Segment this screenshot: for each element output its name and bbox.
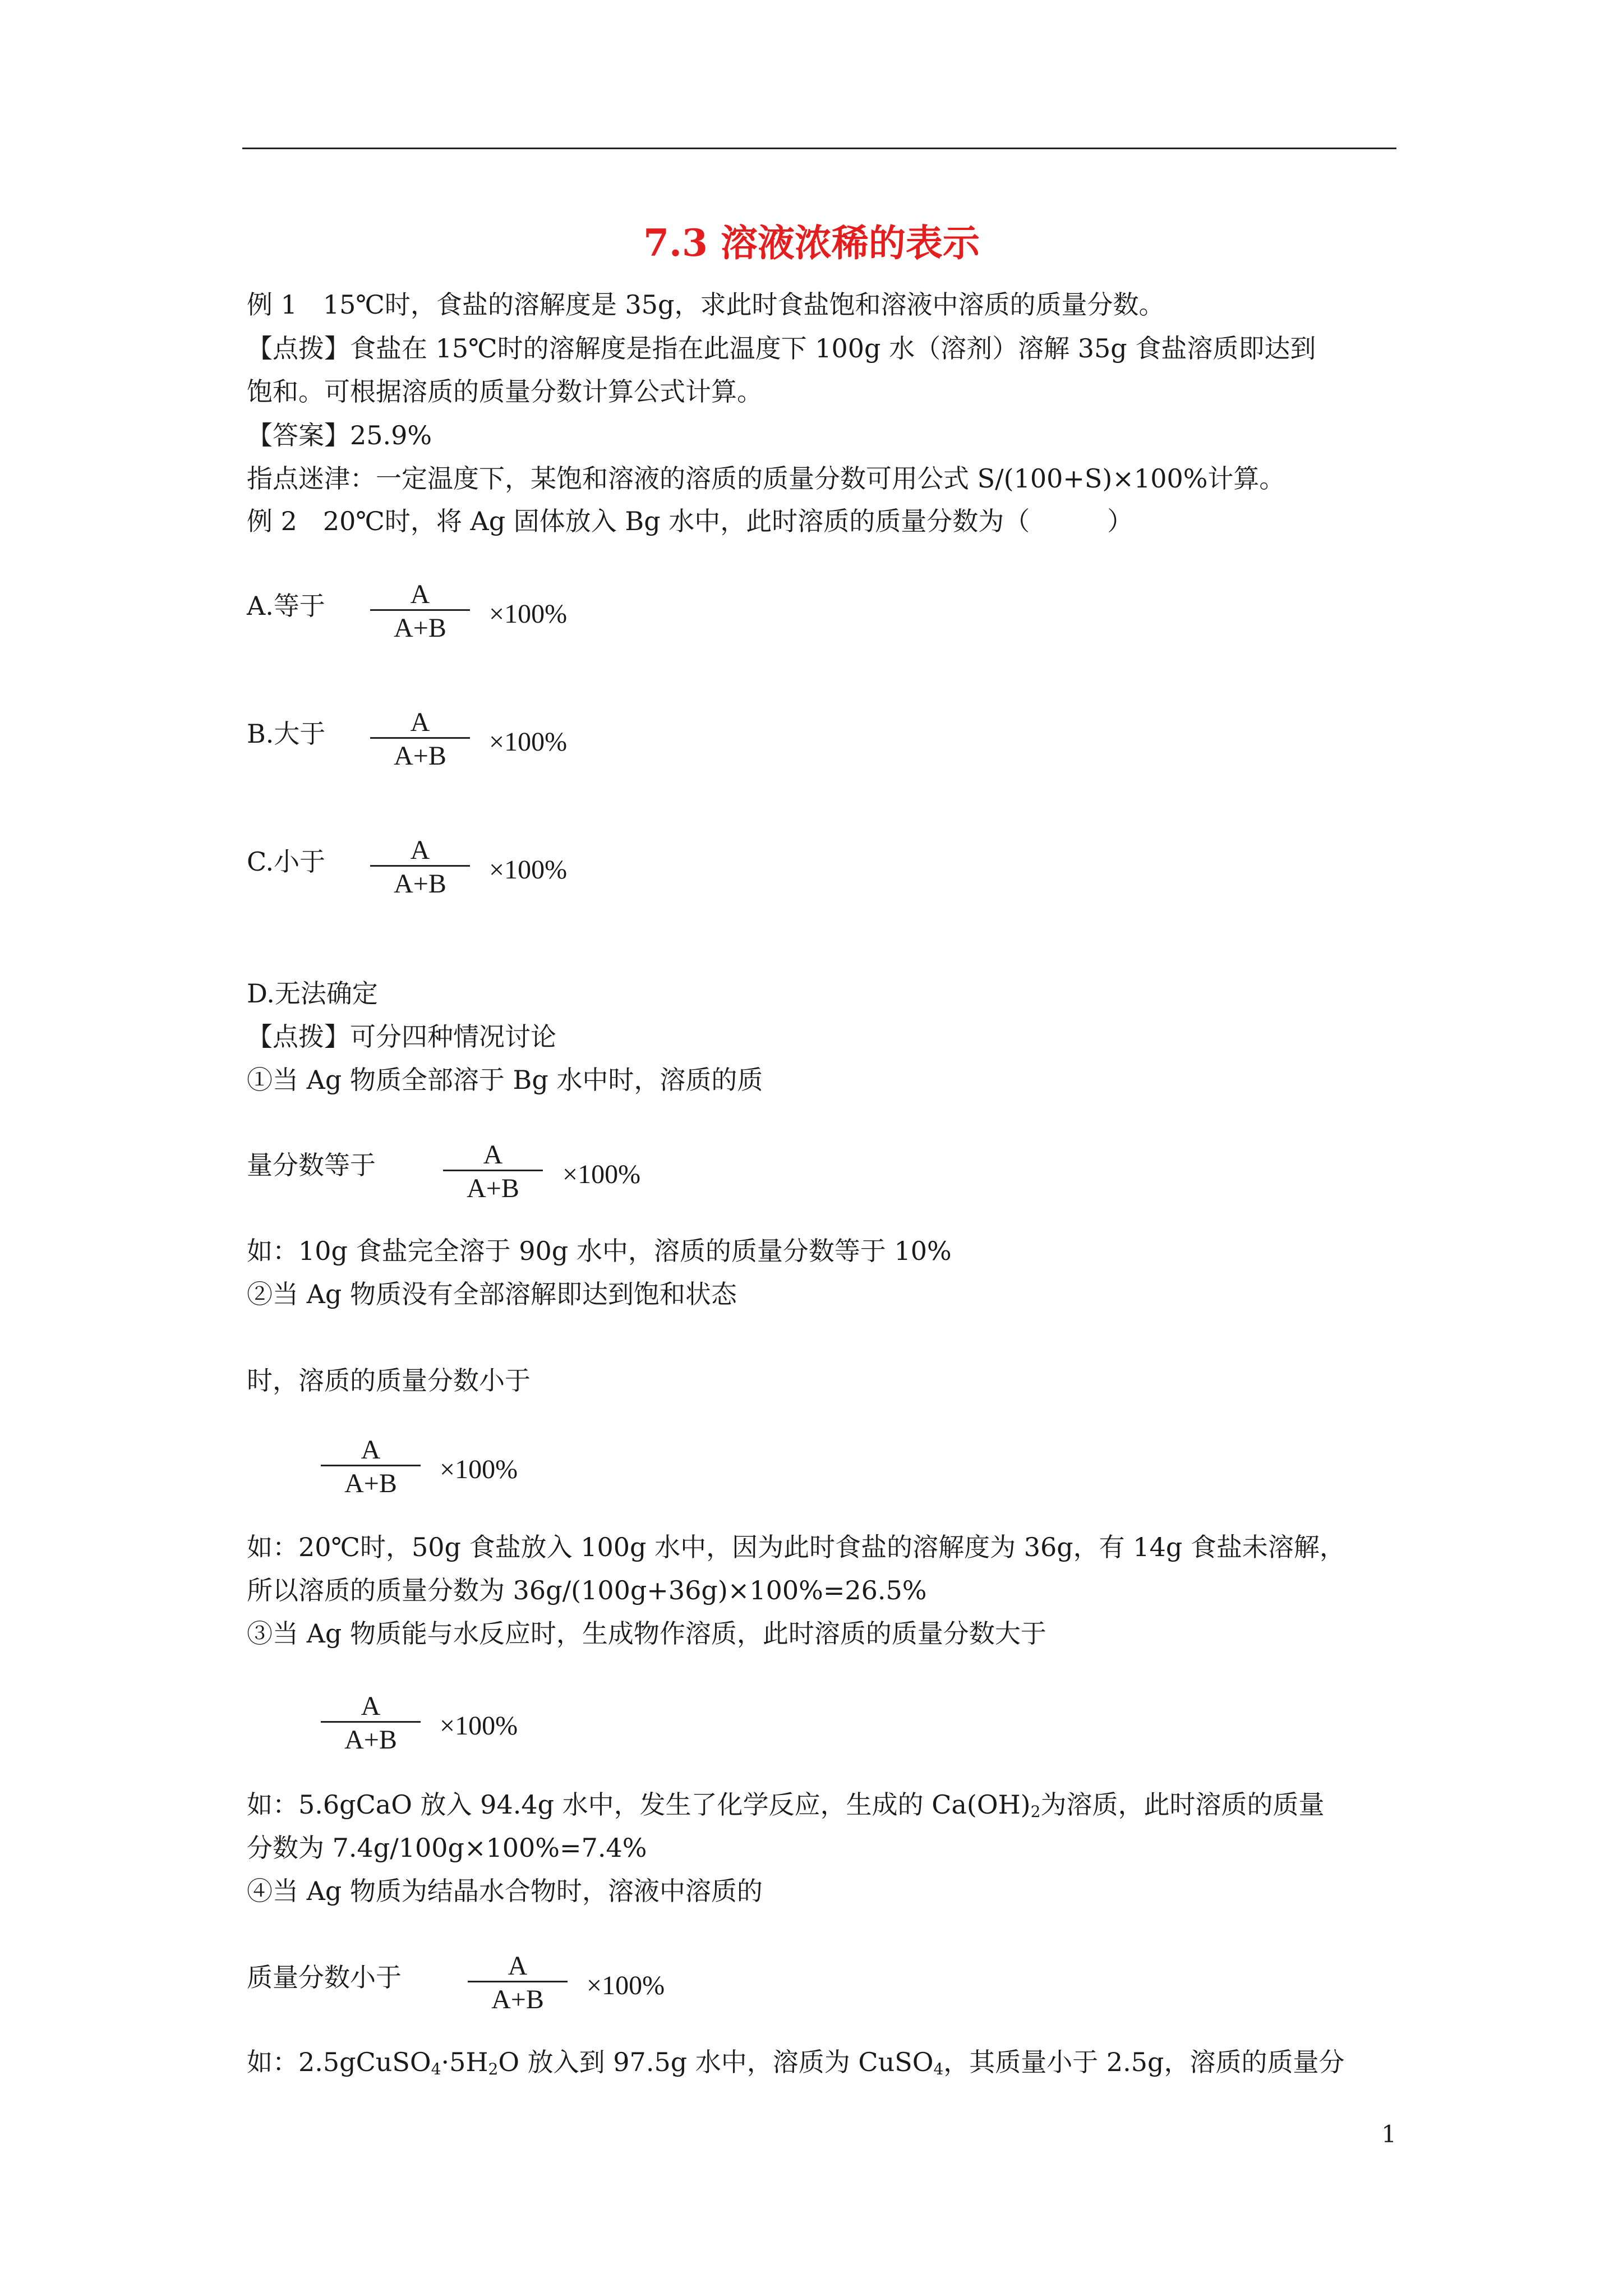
case-4-example: 如：$2.5gCuSO_4\cdot 5H_2O$ 放入到 97.5g 水中，溶质为 CuSO$_4$，其质量小于 2.5g，溶质的质量分 (247, 2047, 1345, 2078)
case-4-fraction (468, 1952, 568, 2017)
option-b-label: B.大于 (247, 719, 326, 749)
case-1-fraction (443, 1140, 543, 1206)
fraction-denominator: A+B (491, 1985, 544, 2014)
option-a-multiplier: ×100% (489, 599, 568, 629)
option-b-multiplier: ×100% (489, 727, 568, 757)
fraction-denominator: A+B (394, 613, 446, 643)
example-2-question: 例 2 20℃时，将 Ag 固体放入 Bg 水中，此时溶质的质量分数为（ ） (247, 506, 1133, 536)
case-1-multiplier: ×100% (562, 1159, 641, 1189)
tip-line: 指点迷津：一定温度下，某饱和溶液的溶质的质量分数可用公式 S/(100+S)×100%计算。 (247, 463, 1285, 494)
option-c-label: C.小于 (247, 846, 326, 877)
page-title: 7.3 溶液浓稀的表示 (643, 221, 980, 265)
case-2-example-1: 如：20℃时，50g 食盐放入 100g 水中，因为此时食盐的溶解度为 36g，有 14g 食盐未溶解， (247, 1532, 1345, 1562)
case-2-fraction (321, 1435, 421, 1501)
case-4-multiplier: ×100% (587, 1971, 665, 2000)
case-1-text: ①当 Ag 物质全部溶于 Bg 水中时，溶质的质 (247, 1065, 763, 1095)
page-number: 1 (1381, 2120, 1396, 2148)
case-3-multiplier: ×100% (440, 1711, 518, 1741)
case-4-text: ④当 Ag 物质为结晶水合物时，溶液中溶质的 (247, 1876, 763, 1906)
case-2-multiplier: ×100% (440, 1455, 518, 1484)
case-3-fraction (321, 1692, 421, 1757)
option-b-fraction (370, 708, 470, 774)
option-c-multiplier: ×100% (489, 855, 568, 885)
example-1-question: 例 1 15℃时，食盐的溶解度是 35g，求此时食盐饱和溶液中溶质的质量分数。 (247, 289, 1165, 320)
case-2-text-cont: 时，溶质的质量分数小于 (247, 1365, 531, 1396)
fraction-denominator: A+B (394, 741, 446, 771)
case-2-text: ②当 Ag 物质没有全部溶解即达到饱和状态 (247, 1279, 737, 1309)
option-c-fraction (370, 836, 470, 901)
case-4-text-cont: 质量分数小于 (247, 1962, 402, 1993)
case-1-example: 如：10g 食盐完全溶于 90g 水中，溶质的质量分数等于 10% (247, 1236, 952, 1266)
fraction-numerator: A (410, 579, 430, 609)
answer-line: 【答案】25.9% (247, 420, 432, 450)
fraction-numerator: A (483, 1140, 503, 1170)
fraction-numerator: A (508, 1951, 528, 1981)
hint-line-2: 饱和。可根据溶质的质量分数计算公式计算。 (247, 376, 763, 407)
discussion-intro: 【点拨】可分四种情况讨论 (247, 1022, 556, 1052)
fraction-denominator: A+B (394, 869, 446, 899)
option-d-label: D.无法确定 (247, 978, 378, 1009)
case-1-text-cont: 量分数等于 (247, 1150, 376, 1180)
header-rule (242, 148, 1396, 149)
hint-line-1: 【点拨】食盐在 15℃时的溶解度是指在此温度下 100g 水（溶剂）溶解 35g 食盐溶质即达到 (247, 333, 1316, 364)
fraction-numerator: A (361, 1435, 381, 1465)
fraction-denominator: A+B (344, 1469, 397, 1498)
fraction-denominator: A+B (467, 1174, 519, 1203)
option-a-label: A.等于 (247, 591, 325, 621)
case-2-example-2: 所以溶质的质量分数为 36g/(100g+36g)×100%=26.5% (247, 1575, 927, 1605)
fraction-numerator: A (410, 835, 430, 865)
case-3-text: ③当 Ag 物质能与水反应时，生成物作溶质，此时溶质的质量分数大于 (247, 1618, 1046, 1649)
fraction-denominator: A+B (344, 1725, 397, 1755)
case-3-example-1: 如：5.6gCaO 放入 94.4g 水中，发生了化学反应，生成的 $Ca(OH)_2$为溶质，此时溶质的质量 (247, 1789, 1325, 1821)
fraction-numerator: A (410, 707, 430, 737)
option-a-fraction (370, 580, 470, 646)
fraction-numerator: A (361, 1691, 381, 1721)
case-3-example-2: 分数为 7.4g/100g×100%=7.4% (247, 1833, 647, 1863)
